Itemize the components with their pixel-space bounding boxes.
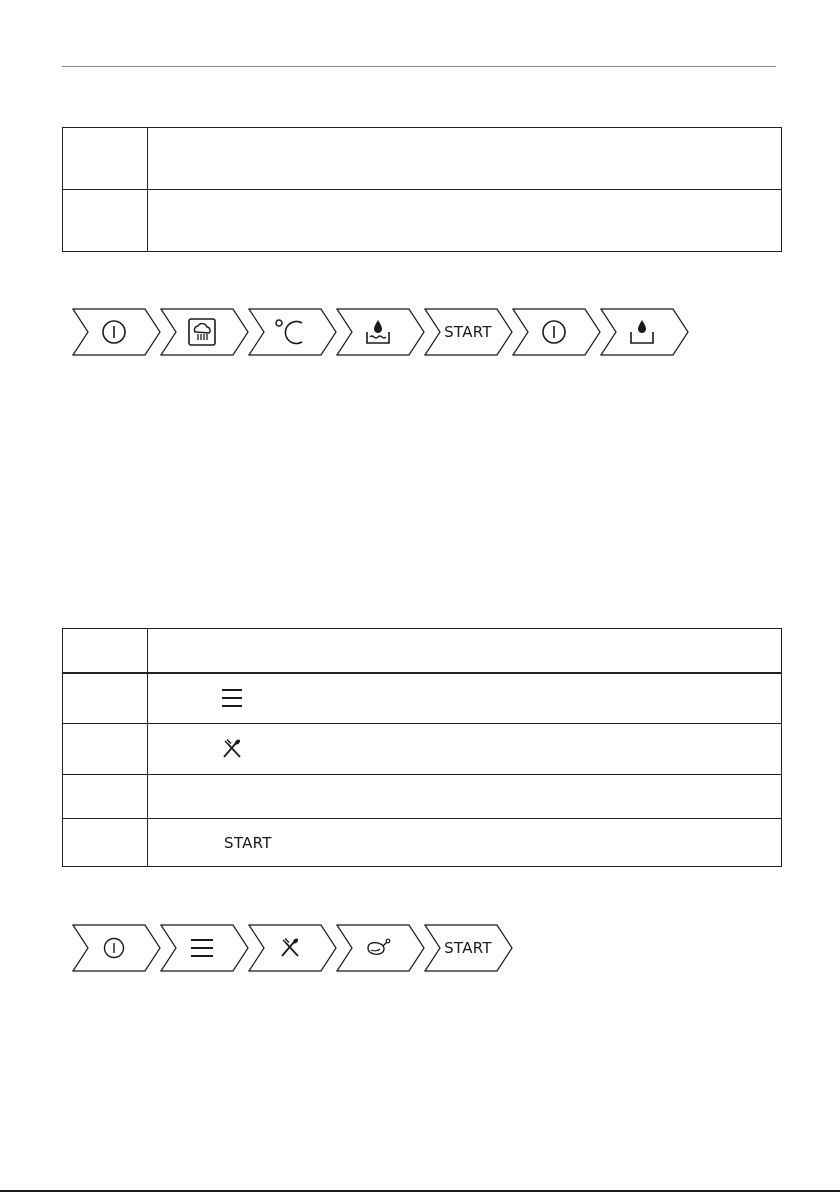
table-cell bbox=[63, 629, 148, 673]
step-power bbox=[72, 308, 162, 356]
table-cell bbox=[63, 775, 148, 819]
table-cell bbox=[148, 724, 782, 775]
table-cell bbox=[63, 190, 148, 252]
temperature-celsius-icon bbox=[273, 317, 307, 347]
table-cell bbox=[63, 128, 148, 190]
power-icon bbox=[103, 937, 125, 959]
start-label: START bbox=[444, 323, 492, 341]
power-icon bbox=[101, 319, 127, 345]
step-poultry bbox=[336, 924, 426, 972]
step-start bbox=[424, 308, 514, 356]
table-header-row bbox=[63, 629, 782, 673]
table-cell bbox=[148, 775, 782, 819]
header-rule bbox=[62, 66, 776, 67]
table-cell bbox=[148, 819, 782, 867]
table-cell bbox=[148, 190, 782, 252]
power-icon bbox=[541, 319, 567, 345]
start-label: START bbox=[444, 939, 492, 957]
table-row bbox=[63, 128, 782, 190]
step-water-tank bbox=[336, 308, 426, 356]
step-start bbox=[424, 924, 514, 972]
table-row bbox=[63, 673, 782, 724]
table-cell bbox=[63, 673, 148, 724]
step-temperature bbox=[248, 308, 338, 356]
step-steam-program bbox=[160, 308, 250, 356]
step-cutlery bbox=[248, 924, 338, 972]
step-power-off bbox=[512, 308, 602, 356]
steam-program-icon bbox=[187, 317, 217, 347]
table-cell bbox=[148, 128, 782, 190]
info-table-bottom bbox=[62, 628, 782, 867]
table-row bbox=[63, 775, 782, 819]
table-row bbox=[63, 190, 782, 252]
cutlery-icon bbox=[221, 738, 243, 760]
table-row bbox=[63, 819, 782, 867]
cutlery-icon bbox=[279, 937, 301, 959]
menu-icon bbox=[221, 688, 243, 708]
table-cell bbox=[148, 629, 782, 673]
start-label: START bbox=[224, 833, 272, 852]
step-menu bbox=[160, 924, 250, 972]
table-cell bbox=[148, 673, 782, 724]
water-tank-icon bbox=[364, 318, 392, 346]
water-drop-container-icon bbox=[628, 318, 656, 346]
step-power bbox=[72, 924, 162, 972]
poultry-icon bbox=[365, 938, 391, 958]
table-row bbox=[63, 724, 782, 775]
table-cell bbox=[63, 724, 148, 775]
table-cell bbox=[63, 819, 148, 867]
info-table-top bbox=[62, 127, 782, 252]
menu-icon bbox=[190, 938, 214, 958]
step-empty-water bbox=[600, 308, 690, 356]
